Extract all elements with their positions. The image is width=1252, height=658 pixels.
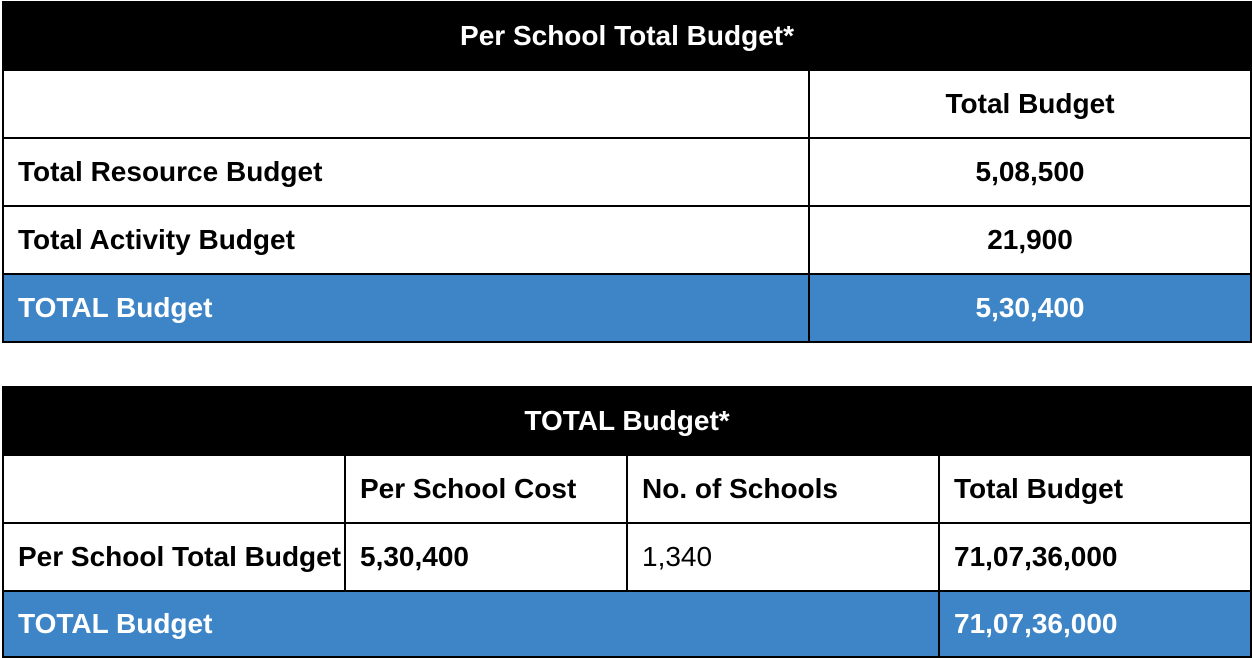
table-title: TOTAL Budget*: [3, 387, 1251, 455]
total-label: TOTAL Budget: [3, 274, 809, 342]
no-of-schools-value: 1,340: [627, 523, 939, 591]
total-label: TOTAL Budget: [3, 591, 939, 657]
table-row: [3, 523, 1251, 591]
row-value: 21,900: [809, 206, 1251, 274]
total-value: 5,30,400: [809, 274, 1251, 342]
header-total-budget: Total Budget: [939, 455, 1251, 523]
table-title-row: [3, 387, 1251, 455]
total-budget-table: [2, 386, 1252, 658]
total-row: [3, 274, 1251, 342]
table-title: Per School Total Budget*: [3, 2, 1251, 70]
table-header-row: [3, 70, 1251, 138]
table-header-row: [3, 455, 1251, 523]
header-per-school-cost: Per School Cost: [345, 455, 627, 523]
table-row: [3, 206, 1251, 274]
total-value: 71,07,36,000: [939, 591, 1251, 657]
row-label: Total Activity Budget: [3, 206, 809, 274]
total-budget-value: 71,07,36,000: [939, 523, 1251, 591]
row-label: Per School Total Budget: [3, 523, 345, 591]
header-total-budget: Total Budget: [809, 70, 1251, 138]
header-no-of-schools: No. of Schools: [627, 455, 939, 523]
table-row: [3, 138, 1251, 206]
header-empty-cell: [3, 455, 345, 523]
table-title-row: [3, 2, 1251, 70]
row-label: Total Resource Budget: [3, 138, 809, 206]
per-school-cost-value: 5,30,400: [345, 523, 627, 591]
total-row: [3, 591, 1251, 657]
per-school-budget-table: [2, 1, 1252, 343]
row-value: 5,08,500: [809, 138, 1251, 206]
header-empty-cell: [3, 70, 809, 138]
